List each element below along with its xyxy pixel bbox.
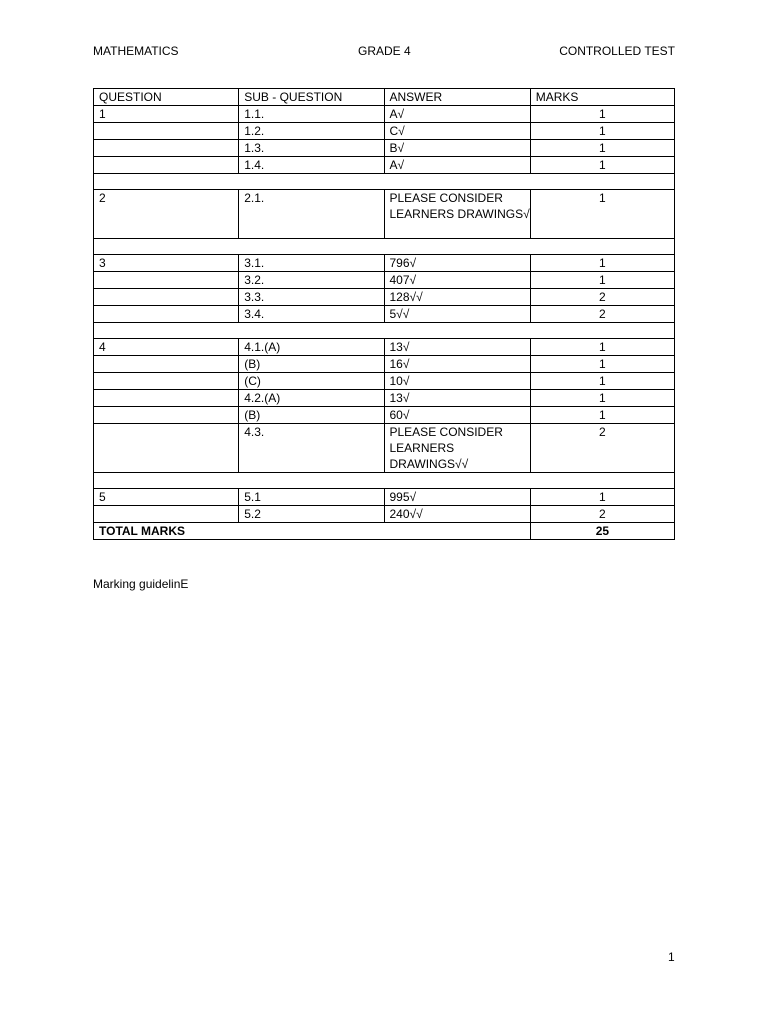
table-row bbox=[94, 489, 675, 506]
sub-question-cell: 1.4. bbox=[239, 157, 384, 174]
page-number: 1 bbox=[668, 950, 675, 964]
sub-question-cell: (C) bbox=[239, 373, 384, 390]
table-row bbox=[94, 190, 675, 239]
answer-cell: A√ bbox=[384, 106, 530, 123]
sub-question-cell: 3.3. bbox=[239, 289, 384, 306]
sub-question-cell: 2.1. bbox=[239, 190, 384, 239]
marks-cell: 1 bbox=[530, 190, 674, 239]
table-row bbox=[94, 373, 675, 390]
header-cell-marks: MARKS bbox=[530, 89, 674, 106]
table-row bbox=[94, 255, 675, 272]
question-cell bbox=[94, 407, 239, 424]
sub-question-cell: 1.3. bbox=[239, 140, 384, 157]
answer-cell: 128√√ bbox=[384, 289, 530, 306]
table-row bbox=[94, 424, 675, 473]
question-cell bbox=[94, 506, 239, 523]
header-cell-sub-question: SUB - QUESTION bbox=[239, 89, 384, 106]
page-header bbox=[93, 44, 675, 60]
table-row bbox=[94, 506, 675, 523]
marks-cell: 1 bbox=[530, 407, 674, 424]
sub-question-cell: 4.3. bbox=[239, 424, 384, 473]
sub-question-cell: 1.2. bbox=[239, 123, 384, 140]
question-cell bbox=[94, 356, 239, 373]
answer-cell: 13√ bbox=[384, 390, 530, 407]
subject-label: MATHEMATICS bbox=[93, 44, 179, 58]
table-row bbox=[94, 306, 675, 323]
answer-cell: C√ bbox=[384, 123, 530, 140]
spacer-cell bbox=[94, 323, 675, 339]
answer-cell: A√ bbox=[384, 157, 530, 174]
marks-cell: 2 bbox=[530, 424, 674, 473]
question-cell bbox=[94, 373, 239, 390]
marks-cell: 1 bbox=[530, 489, 674, 506]
marks-cell: 1 bbox=[530, 339, 674, 356]
question-cell bbox=[94, 390, 239, 407]
question-cell: 4 bbox=[94, 339, 239, 356]
sub-question-cell: 5.2 bbox=[239, 506, 384, 523]
question-cell bbox=[94, 289, 239, 306]
sub-question-cell: 5.1 bbox=[239, 489, 384, 506]
spacer-row bbox=[94, 239, 675, 255]
marks-cell: 1 bbox=[530, 157, 674, 174]
answer-cell: 13√ bbox=[384, 339, 530, 356]
answer-cell: 16√ bbox=[384, 356, 530, 373]
total-label: TOTAL MARKS bbox=[94, 523, 531, 540]
marks-cell: 1 bbox=[530, 140, 674, 157]
header-cell-answer: ANSWER bbox=[384, 89, 530, 106]
sub-question-cell: (B) bbox=[239, 407, 384, 424]
table-row bbox=[94, 272, 675, 289]
marking-guideline-note: Marking guidelinE bbox=[93, 577, 189, 591]
question-cell: 5 bbox=[94, 489, 239, 506]
question-cell: 1 bbox=[94, 106, 239, 123]
spacer-cell bbox=[94, 473, 675, 489]
sub-question-cell: 1.1. bbox=[239, 106, 384, 123]
question-cell bbox=[94, 140, 239, 157]
spacer-row bbox=[94, 323, 675, 339]
marks-cell: 1 bbox=[530, 373, 674, 390]
answer-cell: 240√√ bbox=[384, 506, 530, 523]
marks-cell: 1 bbox=[530, 106, 674, 123]
spacer-cell bbox=[94, 239, 675, 255]
question-cell: 3 bbox=[94, 255, 239, 272]
table-row bbox=[94, 106, 675, 123]
table-row bbox=[94, 339, 675, 356]
table-row bbox=[94, 123, 675, 140]
answer-cell: 995√ bbox=[384, 489, 530, 506]
question-cell: 2 bbox=[94, 190, 239, 239]
question-cell bbox=[94, 157, 239, 174]
table-row bbox=[94, 140, 675, 157]
table-row bbox=[94, 157, 675, 174]
table-row bbox=[94, 289, 675, 306]
answer-cell: PLEASE CONSIDER LEARNERS DRAWINGS√ bbox=[384, 190, 530, 239]
table-row bbox=[94, 356, 675, 373]
marks-cell: 1 bbox=[530, 272, 674, 289]
table-row bbox=[94, 390, 675, 407]
answer-cell: 796√ bbox=[384, 255, 530, 272]
sub-question-cell: 4.1.(A) bbox=[239, 339, 384, 356]
question-cell bbox=[94, 272, 239, 289]
test-type-label: CONTROLLED TEST bbox=[559, 44, 675, 58]
table-row bbox=[94, 407, 675, 424]
sub-question-cell: 4.2.(A) bbox=[239, 390, 384, 407]
sub-question-cell: 3.4. bbox=[239, 306, 384, 323]
question-cell bbox=[94, 424, 239, 473]
grade-label: GRADE 4 bbox=[358, 44, 411, 58]
answer-cell: 60√ bbox=[384, 407, 530, 424]
answer-cell: B√ bbox=[384, 140, 530, 157]
marks-cell: 1 bbox=[530, 356, 674, 373]
marks-cell: 1 bbox=[530, 255, 674, 272]
marks-cell: 2 bbox=[530, 506, 674, 523]
spacer-row bbox=[94, 174, 675, 190]
total-row bbox=[94, 523, 675, 540]
sub-question-cell: 3.1. bbox=[239, 255, 384, 272]
header-cell-question: QUESTION bbox=[94, 89, 239, 106]
table-header-row bbox=[94, 89, 675, 106]
marks-cell: 2 bbox=[530, 289, 674, 306]
marks-cell: 2 bbox=[530, 306, 674, 323]
sub-question-cell: 3.2. bbox=[239, 272, 384, 289]
answer-cell: PLEASE CONSIDER LEARNERS DRAWINGS√√ bbox=[384, 424, 530, 473]
answer-cell: 10√ bbox=[384, 373, 530, 390]
total-value: 25 bbox=[530, 523, 674, 540]
sub-question-cell: (B) bbox=[239, 356, 384, 373]
question-cell bbox=[94, 123, 239, 140]
marking-table bbox=[93, 88, 675, 540]
spacer-row bbox=[94, 473, 675, 489]
question-cell bbox=[94, 306, 239, 323]
answer-cell: 407√ bbox=[384, 272, 530, 289]
spacer-cell bbox=[94, 174, 675, 190]
marks-cell: 1 bbox=[530, 123, 674, 140]
marks-cell: 1 bbox=[530, 390, 674, 407]
answer-cell: 5√√ bbox=[384, 306, 530, 323]
